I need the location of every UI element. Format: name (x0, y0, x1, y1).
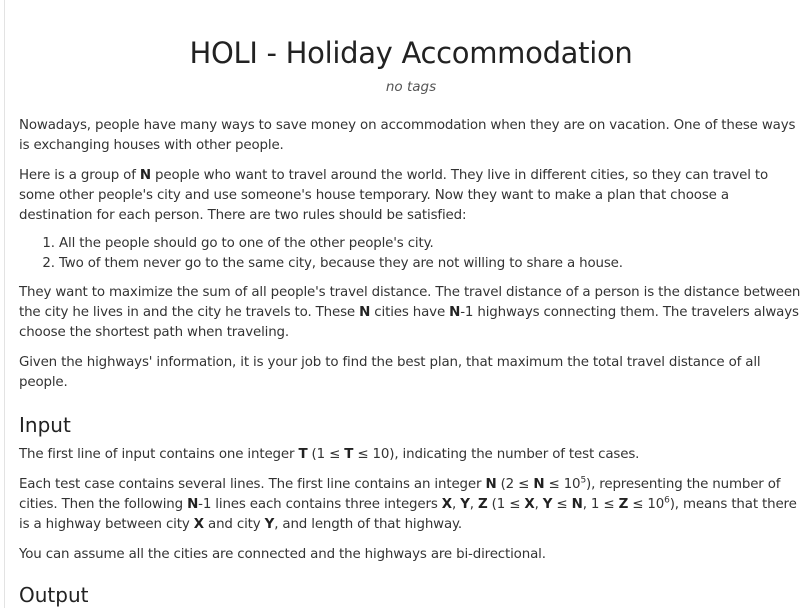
output-heading: Output (19, 583, 89, 607)
input-paragraph-3: You can assume all the cities are connected and the highways are bi-directional. (19, 547, 546, 562)
statement-paragraph-4: Given the highways' information, it is your job to find the best plan, that maximum the total travel distance of all people. (19, 355, 761, 390)
rule-item: 1. All the people should go to one of the other people's city. (59, 234, 803, 254)
problem-title: HOLI - Holiday Accommodation (189, 36, 633, 70)
input-paragraph-1: The first line of input contains one integer T (1 ≤ T ≤ 10), indicating the number of test cases. (19, 447, 640, 462)
rule-item: 2. Two of them never go to the same city, because they are not willing to share a house. (59, 254, 803, 274)
rules-list (19, 234, 803, 274)
statement-paragraph-3: They want to maximize the sum of all people's travel distance. The travel distance of a person is the distance between the city he lives in and the city he travels to. These N cities have N-1 highways connecting them. The travelers always choose the shortest path when traveling. (19, 285, 801, 340)
statement-paragraph-1: Nowadays, people have many ways to save money on accommodation when they are on vacation. One of these ways is exchanging houses with other people. (19, 118, 796, 153)
problem-tags: no tags (385, 79, 437, 95)
input-heading: Input (19, 413, 71, 437)
statement-paragraph-2: Here is a group of N people who want to travel around the world. They live in different cities, so they can travel to some other people's city and use someone's house temporary. Now they want to make a plan that choose a destination for each person. There are two rules should be satisfied: (19, 168, 769, 223)
input-paragraph-2: Each test case contains several lines. The first line contains an integer N $(2 \le N \le 10^5)$, representing the number of cities. Then the following N-1 lines each contains three integers X, Y, Z (1 ≤ X, Y ≤ N, $1 \le Z \le 10^6$), means that there is a highway between city X and city Y, and length of that highway. (19, 475, 797, 532)
left-border (4, 0, 5, 608)
problem-page (19, 0, 803, 608)
